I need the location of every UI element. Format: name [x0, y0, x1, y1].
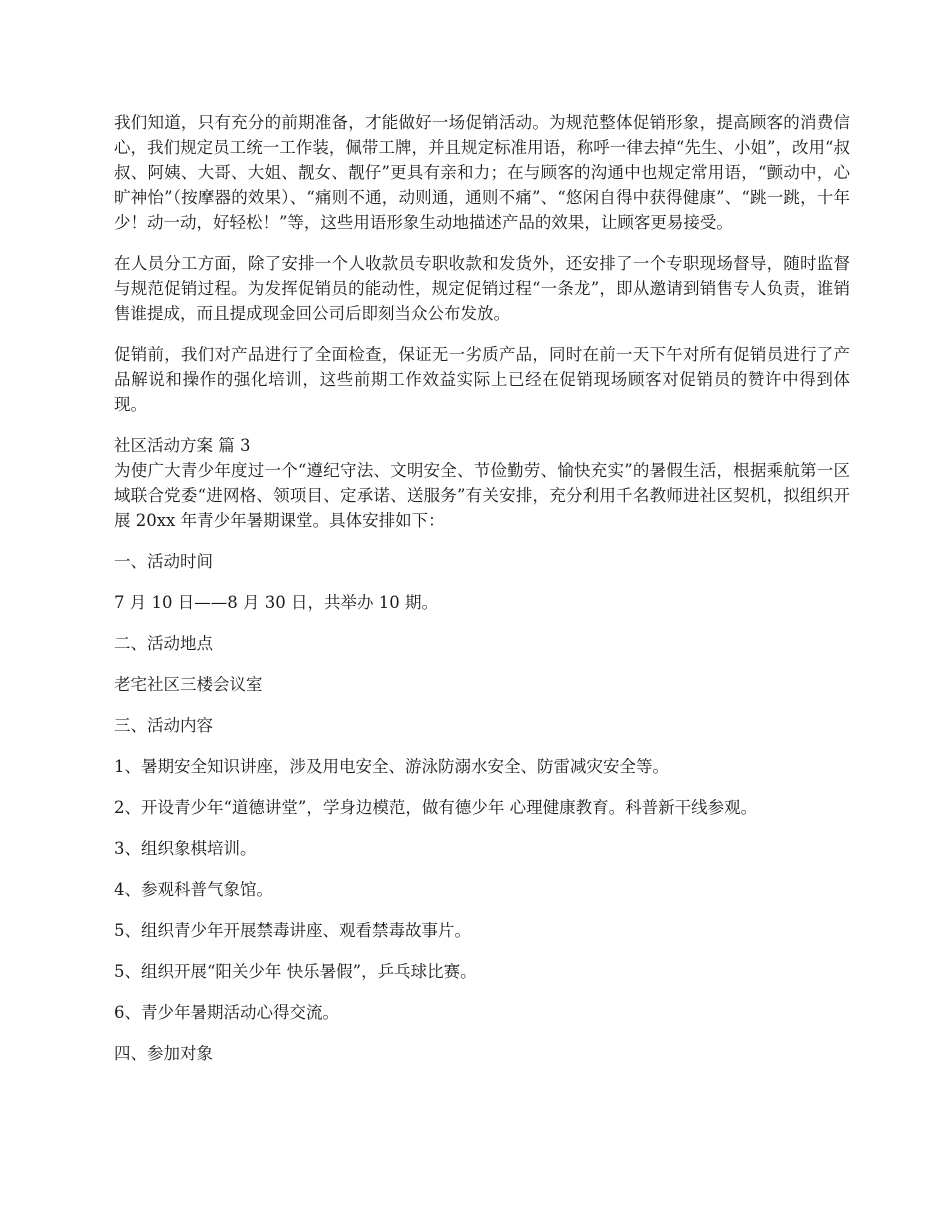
activity-location-value: 老宅社区三楼会议室	[114, 675, 263, 694]
heading-participants: 四、参加对象	[114, 1044, 213, 1063]
paragraph-promotion-prep: 我们知道，只有充分的前期准备，才能做好一场促销活动。为规范整体促销形象，提高顾客的消费信心，我们规定员工统一工作装，佩带工牌，并且规定标准用语，称呼一律去掉“先生、小姐”，改用“叔叔、阿姨、大哥、大姐、靓女、靓仔”更具有亲和力；在与顾客的沟通中也规定常用语，“颤动中，心旷神怡”（按摩器的效果）、“痛则不通，动则通，通则不痛”、“悠闲自得中获得健康”、“跳一跳，十年少！动一动，好轻松！”等，这些用语形象生动地描述产品的效果，让顾客更易接受。	[114, 113, 850, 232]
heading-activity-location: 二、活动地点	[114, 634, 213, 653]
paragraph-product-check: 促销前，我们对产品进行了全面检查，保证无一劣质产品，同时在前一天下午对所有促销员进行了产品解说和操作的强化培训，这些前期工作效益实际上已经在促销现场顾客对促销员的赞许中得到体现。	[114, 345, 850, 414]
content-item: 3、组织象棋培训。	[114, 839, 257, 858]
paragraph-intro: 为使广大青少年度过一个“遵纪守法、文明安全、节俭勤劳、愉快充实”的暑假生活，根据乘航第一区域联合党委“进网格、领项目、定承诺、送服务”有关安排，充分利用千名教师进社区契机，拟组织开展 20xx 年青少年暑期课堂。具体安排如下：	[114, 461, 850, 530]
heading-activity-time: 一、活动时间	[114, 552, 213, 571]
heading-activity-content: 三、活动内容	[114, 716, 213, 735]
plan-list	[114, 549, 850, 1066]
section-heading: 社区活动方案 篇 3	[114, 436, 251, 455]
content-item: 6、青少年暑期活动心得交流。	[114, 1003, 339, 1022]
content-item: 1、暑期安全知识讲座，涉及用电安全、游泳防溺水安全、防雷减灾安全等。	[114, 757, 669, 776]
activity-time-value: 7 月 10 日——8 月 30 日，共举办 10 期。	[114, 593, 438, 612]
paragraph-staff-division: 在人员分工方面，除了安排一个人收款员专职收款和发货外，还安排了一个专职现场督导，随时监督与规范促销过程。为发挥促销员的能动性，规定促销过程“一条龙”，即从邀请到销售专人负责，谁销售谁提成，而且提成现金回公司后即刻当众公布发放。	[114, 254, 850, 323]
content-item: 2、开设青少年“道德讲堂”，学身边模范，做有德少年 心理健康教育。科普新干线参观。	[114, 798, 758, 817]
content-item: 5、组织开展“阳关少年 快乐暑假”，乒乓球比赛。	[114, 962, 477, 981]
document-page	[114, 110, 850, 1082]
content-item: 5、组织青少年开展禁毒讲座、观看禁毒故事片。	[114, 921, 471, 940]
content-item: 4、参观科普气象馆。	[114, 880, 273, 899]
